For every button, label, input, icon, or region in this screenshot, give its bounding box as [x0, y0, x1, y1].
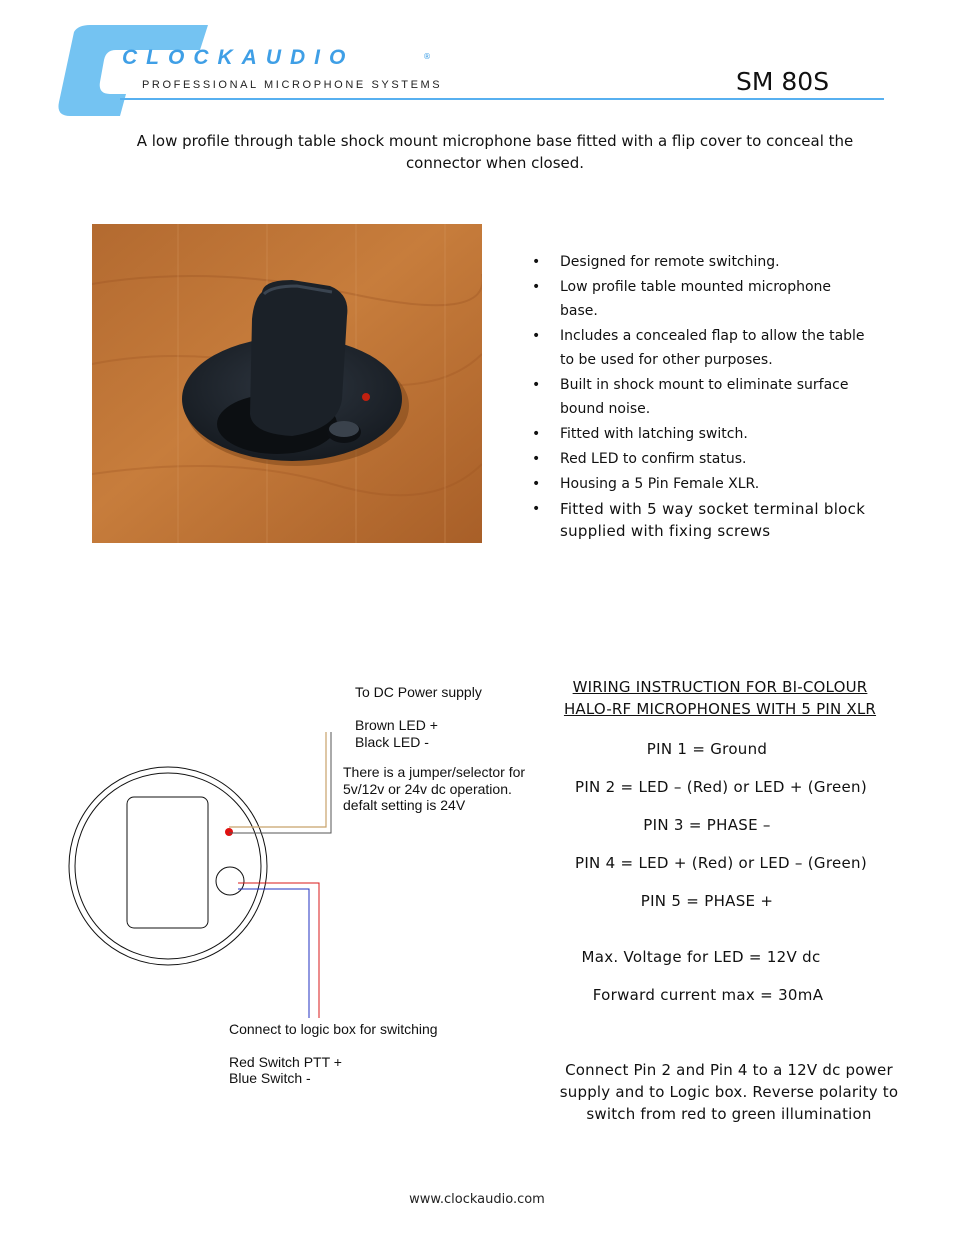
pin-1: PIN 1 = Ground	[646, 740, 768, 758]
model-title: SM 80S	[736, 67, 830, 96]
pin-5: PIN 5 = PHASE +	[640, 892, 774, 910]
logic-box-label: Connect to logic box for switching	[229, 1021, 438, 1037]
base-inner-ring	[75, 773, 261, 959]
power-supply-label: To DC Power supply	[355, 684, 482, 700]
black-led-label: Black LED -	[355, 734, 429, 750]
black-wire	[229, 732, 331, 833]
brown-wire	[229, 732, 326, 827]
connect-note: Connect Pin 2 and Pin 4 to a 12V dc power supply and to Logic box. Reverse polarity to switch from red to green illumination	[559, 1061, 899, 1123]
max-voltage: Max. Voltage for LED = 12V dc	[581, 948, 821, 966]
brown-led-label: Brown LED +	[355, 717, 438, 733]
feature-item: • Red LED to confirm status.	[530, 447, 870, 471]
jumper-note-line3: defalt setting is 24V	[343, 797, 466, 813]
header-divider	[120, 98, 884, 100]
feature-item: • Built in shock mount to eliminate surface bound noise.	[530, 373, 870, 421]
flap-outline	[127, 797, 208, 928]
feature-item: • Designed for remote switching.	[530, 250, 870, 274]
led-dot	[225, 828, 233, 836]
forward-current: Forward current max = 30mA	[592, 986, 824, 1004]
footer-website[interactable]: www.clockaudio.com	[409, 1192, 545, 1207]
brand-name: CLOCKAUDIO	[122, 46, 355, 69]
feature-item: • Includes a concealed flap to allow the table to be used for other purposes.	[530, 324, 870, 372]
registered-mark: ®	[423, 52, 431, 61]
feature-item: • Low profile table mounted microphone base.	[530, 275, 870, 323]
switch-button	[216, 867, 244, 895]
wiring-title	[540, 676, 900, 720]
feature-item: • Housing a 5 Pin Female XLR.	[530, 472, 870, 496]
brand-tagline: PROFESSIONAL MICROPHONE SYSTEMS	[142, 79, 443, 91]
blue-switch-label: Blue Switch -	[229, 1070, 311, 1086]
wiring-title-line2: HALO-RF MICROPHONES WITH 5 PIN XLR	[563, 700, 877, 718]
blue-wire	[238, 889, 309, 1018]
intro-paragraph: A low profile through table shock mount microphone base fitted with a flip cover to conceal the connector when closed.	[136, 132, 854, 172]
feature-item: • Fitted with latching switch.	[530, 422, 870, 446]
jumper-note-line1: There is a jumper/selector for	[343, 764, 526, 780]
red-switch-label: Red Switch PTT +	[229, 1054, 342, 1070]
product-photo	[92, 224, 482, 543]
feature-item: • Fitted with 5 way socket terminal block supplied with fixing screws	[530, 498, 870, 542]
feature-list	[530, 250, 870, 543]
pin-2: PIN 2 = LED – (Red) or LED + (Green)	[574, 778, 868, 796]
pin-4: PIN 4 = LED + (Red) or LED – (Green)	[574, 854, 868, 872]
wiring-title-line1: WIRING INSTRUCTION FOR BI-COLOUR	[572, 678, 868, 696]
jumper-note-line2: 5v/12v or 24v dc operation.	[343, 781, 512, 797]
red-wire	[238, 883, 319, 1018]
clockaudio-logo-mark	[56, 24, 216, 118]
pin-3: PIN 3 = PHASE –	[643, 816, 771, 834]
